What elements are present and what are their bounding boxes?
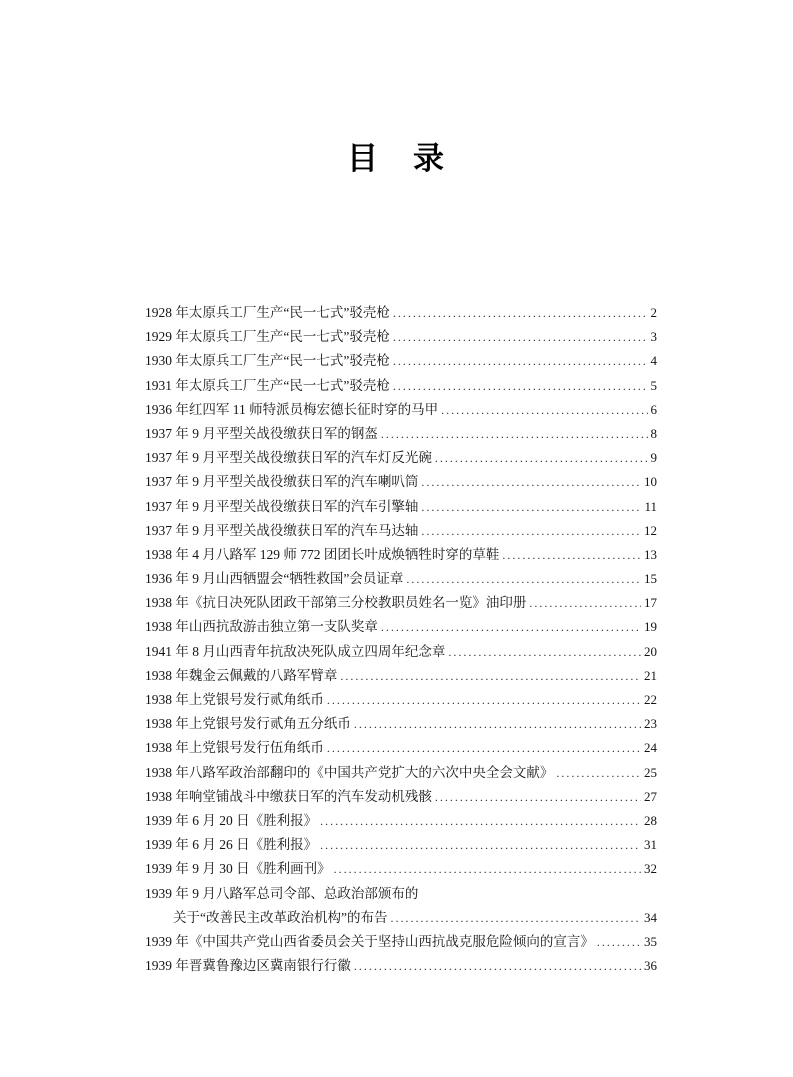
toc-entry bbox=[145, 374, 657, 398]
dot-leader bbox=[327, 736, 641, 760]
entry-text: 1937 年 9 月平型关战役缴获日军的汽车灯反光碗 bbox=[145, 450, 432, 466]
toc-entry bbox=[145, 712, 657, 736]
toc-entry bbox=[145, 664, 657, 688]
entry-text: 1939 年《中国共产党山西省委员会关于坚持山西抗战克服危险倾向的宣言》 bbox=[145, 933, 594, 949]
entry-text: 1938 年上党银号发行贰角五分纸币 bbox=[145, 716, 351, 732]
toc-entry bbox=[145, 930, 657, 954]
page-number: 17 bbox=[644, 595, 657, 611]
page-number: 15 bbox=[644, 571, 657, 587]
dot-leader bbox=[529, 591, 641, 615]
toc-entry bbox=[145, 809, 657, 833]
page-number: 10 bbox=[644, 474, 657, 490]
toc-entry bbox=[145, 640, 657, 664]
dot-leader bbox=[381, 422, 648, 446]
dot-leader bbox=[406, 567, 641, 591]
entry-text: 1938 年山西抗敌游击独立第一支队奖章 bbox=[145, 619, 378, 635]
toc-entry bbox=[145, 906, 657, 930]
page-number: 5 bbox=[650, 377, 657, 393]
toc-entry bbox=[145, 422, 657, 446]
entry-text: 1938 年 4 月八路军 129 师 772 团团长叶成焕牺牲时穿的草鞋 bbox=[145, 546, 500, 562]
dot-leader bbox=[441, 398, 647, 422]
dot-leader bbox=[381, 615, 641, 639]
dot-leader bbox=[502, 543, 641, 567]
page-number: 20 bbox=[644, 643, 657, 659]
toc-entry bbox=[145, 519, 657, 543]
dot-leader bbox=[340, 664, 641, 688]
entry-text: 1939 年晋冀鲁豫边区冀南银行行徽 bbox=[145, 958, 351, 974]
entry-text: 1939 年 9 月八路军总司令部、总政治部颁布的 bbox=[145, 885, 419, 901]
dot-leader bbox=[390, 906, 641, 930]
page-number: 34 bbox=[644, 909, 657, 925]
toc-entry bbox=[145, 567, 657, 591]
entry-text: 1931 年太原兵工厂生产“民一七式”驳壳枪 bbox=[145, 377, 390, 393]
entry-text: 1937 年 9 月平型关战役缴获日军的汽车喇叭筒 bbox=[145, 474, 419, 490]
entry-text: 1938 年上党银号发行伍角纸币 bbox=[145, 740, 324, 756]
page-number: 24 bbox=[644, 740, 657, 756]
toc-entry bbox=[145, 398, 657, 422]
toc-entry bbox=[145, 325, 657, 349]
toc-entry bbox=[145, 857, 657, 881]
page-number: 3 bbox=[650, 329, 657, 345]
toc-entry-head-line bbox=[145, 882, 657, 906]
page-number: 6 bbox=[650, 401, 657, 417]
entry-text: 1938 年八路军政治部翻印的《中国共产党扩大的六次中央全会文献》 bbox=[145, 764, 554, 780]
entry-text: 1939 年 9 月 30 日《胜利画刊》 bbox=[145, 861, 331, 877]
dot-leader bbox=[421, 495, 641, 519]
entry-text: 1941 年 8 月山西青年抗敌决死队成立四周年纪念章 bbox=[145, 643, 446, 659]
entry-text: 1929 年太原兵工厂生产“民一七式”驳壳枪 bbox=[145, 329, 390, 345]
entry-text: 1930 年太原兵工厂生产“民一七式”驳壳枪 bbox=[145, 353, 390, 369]
dot-leader bbox=[448, 640, 641, 664]
page-number: 2 bbox=[650, 305, 657, 320]
toc-entry bbox=[145, 349, 657, 373]
dot-leader bbox=[435, 446, 648, 470]
entry-text: 1939 年 6 月 26 日《胜利报》 bbox=[145, 837, 318, 853]
page-number: 11 bbox=[644, 498, 657, 514]
page-number: 27 bbox=[644, 788, 657, 804]
entry-text: 1937 年 9 月平型关战役缴获日军的汽车引擎轴 bbox=[145, 498, 419, 514]
page-number: 22 bbox=[644, 692, 657, 707]
dot-leader bbox=[393, 349, 648, 373]
page-number: 25 bbox=[644, 764, 657, 780]
toc-entry bbox=[145, 688, 657, 712]
entry-text: 关于“改善民主改革政治机构”的布告 bbox=[173, 909, 388, 925]
toc-entry bbox=[145, 954, 657, 978]
dot-leader bbox=[354, 954, 641, 978]
toc-entry bbox=[145, 761, 657, 785]
toc-entry bbox=[145, 591, 657, 615]
toc-entry bbox=[145, 470, 657, 494]
entry-text: 1938 年响堂铺战斗中缴获日军的汽车发动机残骸 bbox=[145, 788, 432, 804]
entry-text: 1939 年 6 月 20 日《胜利报》 bbox=[145, 812, 318, 828]
entry-text: 1937 年 9 月平型关战役缴获日军的钢盔 bbox=[145, 425, 378, 441]
entry-text: 1928 年太原兵工厂生产“民一七式”驳壳枪 bbox=[145, 305, 390, 320]
toc-entry bbox=[145, 301, 657, 325]
page-number: 28 bbox=[644, 812, 657, 828]
page-number: 19 bbox=[644, 619, 657, 635]
entry-text: 1938 年《抗日决死队团政干部第三分校教职员姓名一览》油印册 bbox=[145, 595, 527, 611]
page-number: 12 bbox=[644, 522, 657, 538]
dot-leader bbox=[556, 761, 641, 785]
page-number: 23 bbox=[644, 716, 657, 732]
toc-entry bbox=[145, 495, 657, 519]
dot-leader bbox=[320, 809, 641, 833]
dot-leader bbox=[393, 325, 648, 349]
toc-entry bbox=[145, 615, 657, 639]
dot-leader bbox=[435, 785, 641, 809]
page-number: 36 bbox=[644, 958, 657, 974]
toc-list bbox=[145, 301, 657, 978]
toc-entry bbox=[145, 543, 657, 567]
page-number: 32 bbox=[644, 861, 657, 877]
page-number: 21 bbox=[644, 667, 657, 683]
entry-text: 1936 年红四军 11 师特派员梅宏德长征时穿的马甲 bbox=[145, 401, 439, 417]
toc-entry bbox=[145, 785, 657, 809]
dot-leader bbox=[354, 712, 641, 736]
dot-leader bbox=[421, 519, 641, 543]
entry-text: 1937 年 9 月平型关战役缴获日军的汽车马达轴 bbox=[145, 522, 419, 538]
entry-text: 1938 年魏金云佩戴的八路军臂章 bbox=[145, 667, 338, 683]
entry-text: 1938 年上党银号发行贰角纸币 bbox=[145, 692, 324, 707]
page-title: 目 录 bbox=[347, 141, 446, 176]
dot-leader bbox=[327, 688, 641, 712]
toc-entry bbox=[145, 736, 657, 760]
page-number: 31 bbox=[644, 837, 657, 853]
toc-entry bbox=[145, 833, 657, 857]
page-number: 35 bbox=[644, 933, 657, 949]
page-number: 4 bbox=[650, 353, 657, 369]
dot-leader bbox=[393, 374, 648, 398]
dot-leader bbox=[334, 857, 641, 881]
entry-text: 1936 年 9 月山西牺盟会“牺牲救国”会员证章 bbox=[145, 571, 404, 587]
dot-leader bbox=[421, 470, 641, 494]
dot-leader bbox=[320, 833, 641, 857]
page-number: 8 bbox=[650, 425, 657, 441]
page-number: 9 bbox=[650, 450, 657, 466]
dot-leader bbox=[597, 930, 641, 954]
page-number: 13 bbox=[644, 546, 657, 562]
toc-entry bbox=[145, 446, 657, 470]
dot-leader bbox=[393, 301, 648, 325]
